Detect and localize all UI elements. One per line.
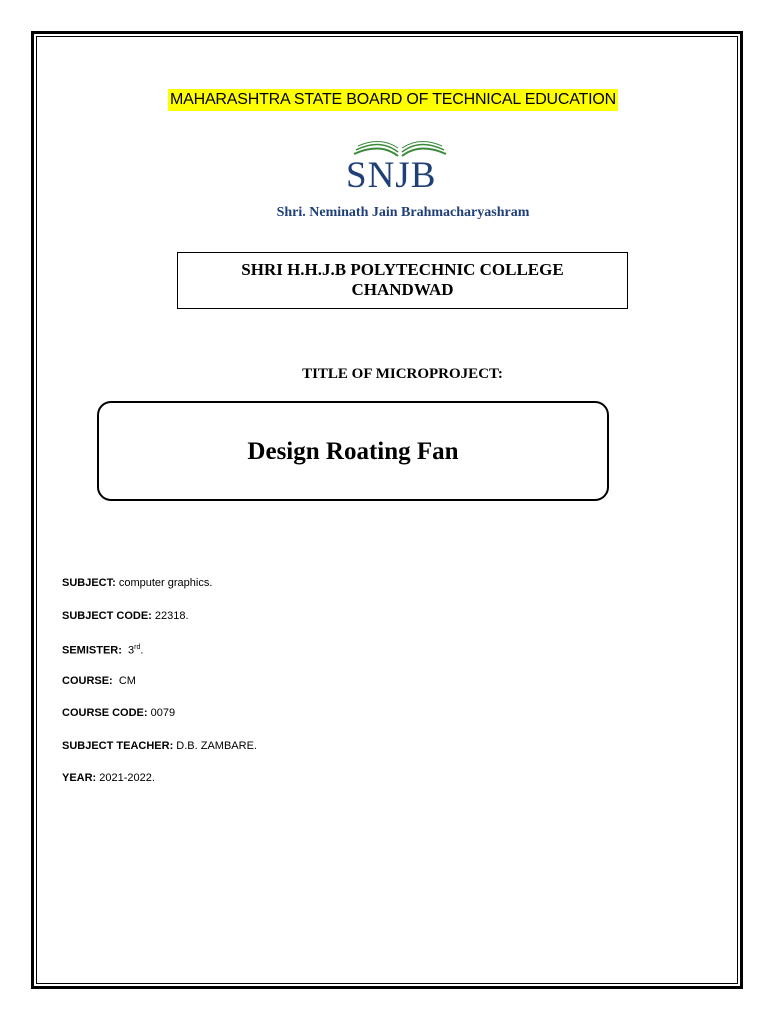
detail-superscript: rd	[134, 644, 141, 651]
detail-value: D.B. ZAMBARE.	[173, 739, 257, 752]
college-name-line1: SHRI H.H.J.B POLYTECHNIC COLLEGE	[241, 260, 564, 279]
detail-semister	[62, 641, 257, 674]
detail-suffix: .	[140, 644, 144, 657]
detail-subject	[62, 576, 257, 609]
college-name-box	[177, 252, 628, 309]
detail-year	[62, 771, 257, 804]
detail-value: CM	[112, 674, 136, 687]
detail-course-code	[62, 706, 257, 739]
detail-value: 2021-2022.	[96, 772, 155, 784]
project-title: Design Roating Fan	[247, 438, 459, 465]
detail-label: SUBJECT:	[62, 577, 116, 589]
detail-label: COURSE CODE:	[62, 707, 148, 719]
detail-label: SUBJECT TEACHER:	[62, 739, 174, 752]
project-details	[62, 576, 257, 804]
microproject-heading: TITLE OF MICROPROJECT:	[302, 366, 503, 382]
board-title: MAHARASHTRA STATE BOARD OF TECHNICAL EDUCATION	[168, 89, 618, 111]
detail-value: 3	[121, 644, 135, 657]
detail-label: COURSE:	[62, 674, 113, 687]
detail-course	[62, 674, 257, 707]
detail-subject-teacher	[62, 739, 257, 772]
snjb-logo-text: SNJB	[346, 155, 437, 196]
detail-label: SEMISTER:	[62, 644, 122, 657]
detail-value: 22318.	[151, 609, 189, 622]
detail-value: 0079	[147, 707, 176, 719]
detail-subject-code	[62, 609, 257, 642]
college-name-line2: CHANDWAD	[351, 280, 454, 299]
detail-label: YEAR:	[62, 772, 97, 784]
detail-value: computer graphics.	[115, 577, 213, 589]
detail-label: SUBJECT CODE:	[62, 609, 152, 622]
trust-name: Shri. Neminath Jain Brahmacharyashram	[276, 205, 530, 220]
